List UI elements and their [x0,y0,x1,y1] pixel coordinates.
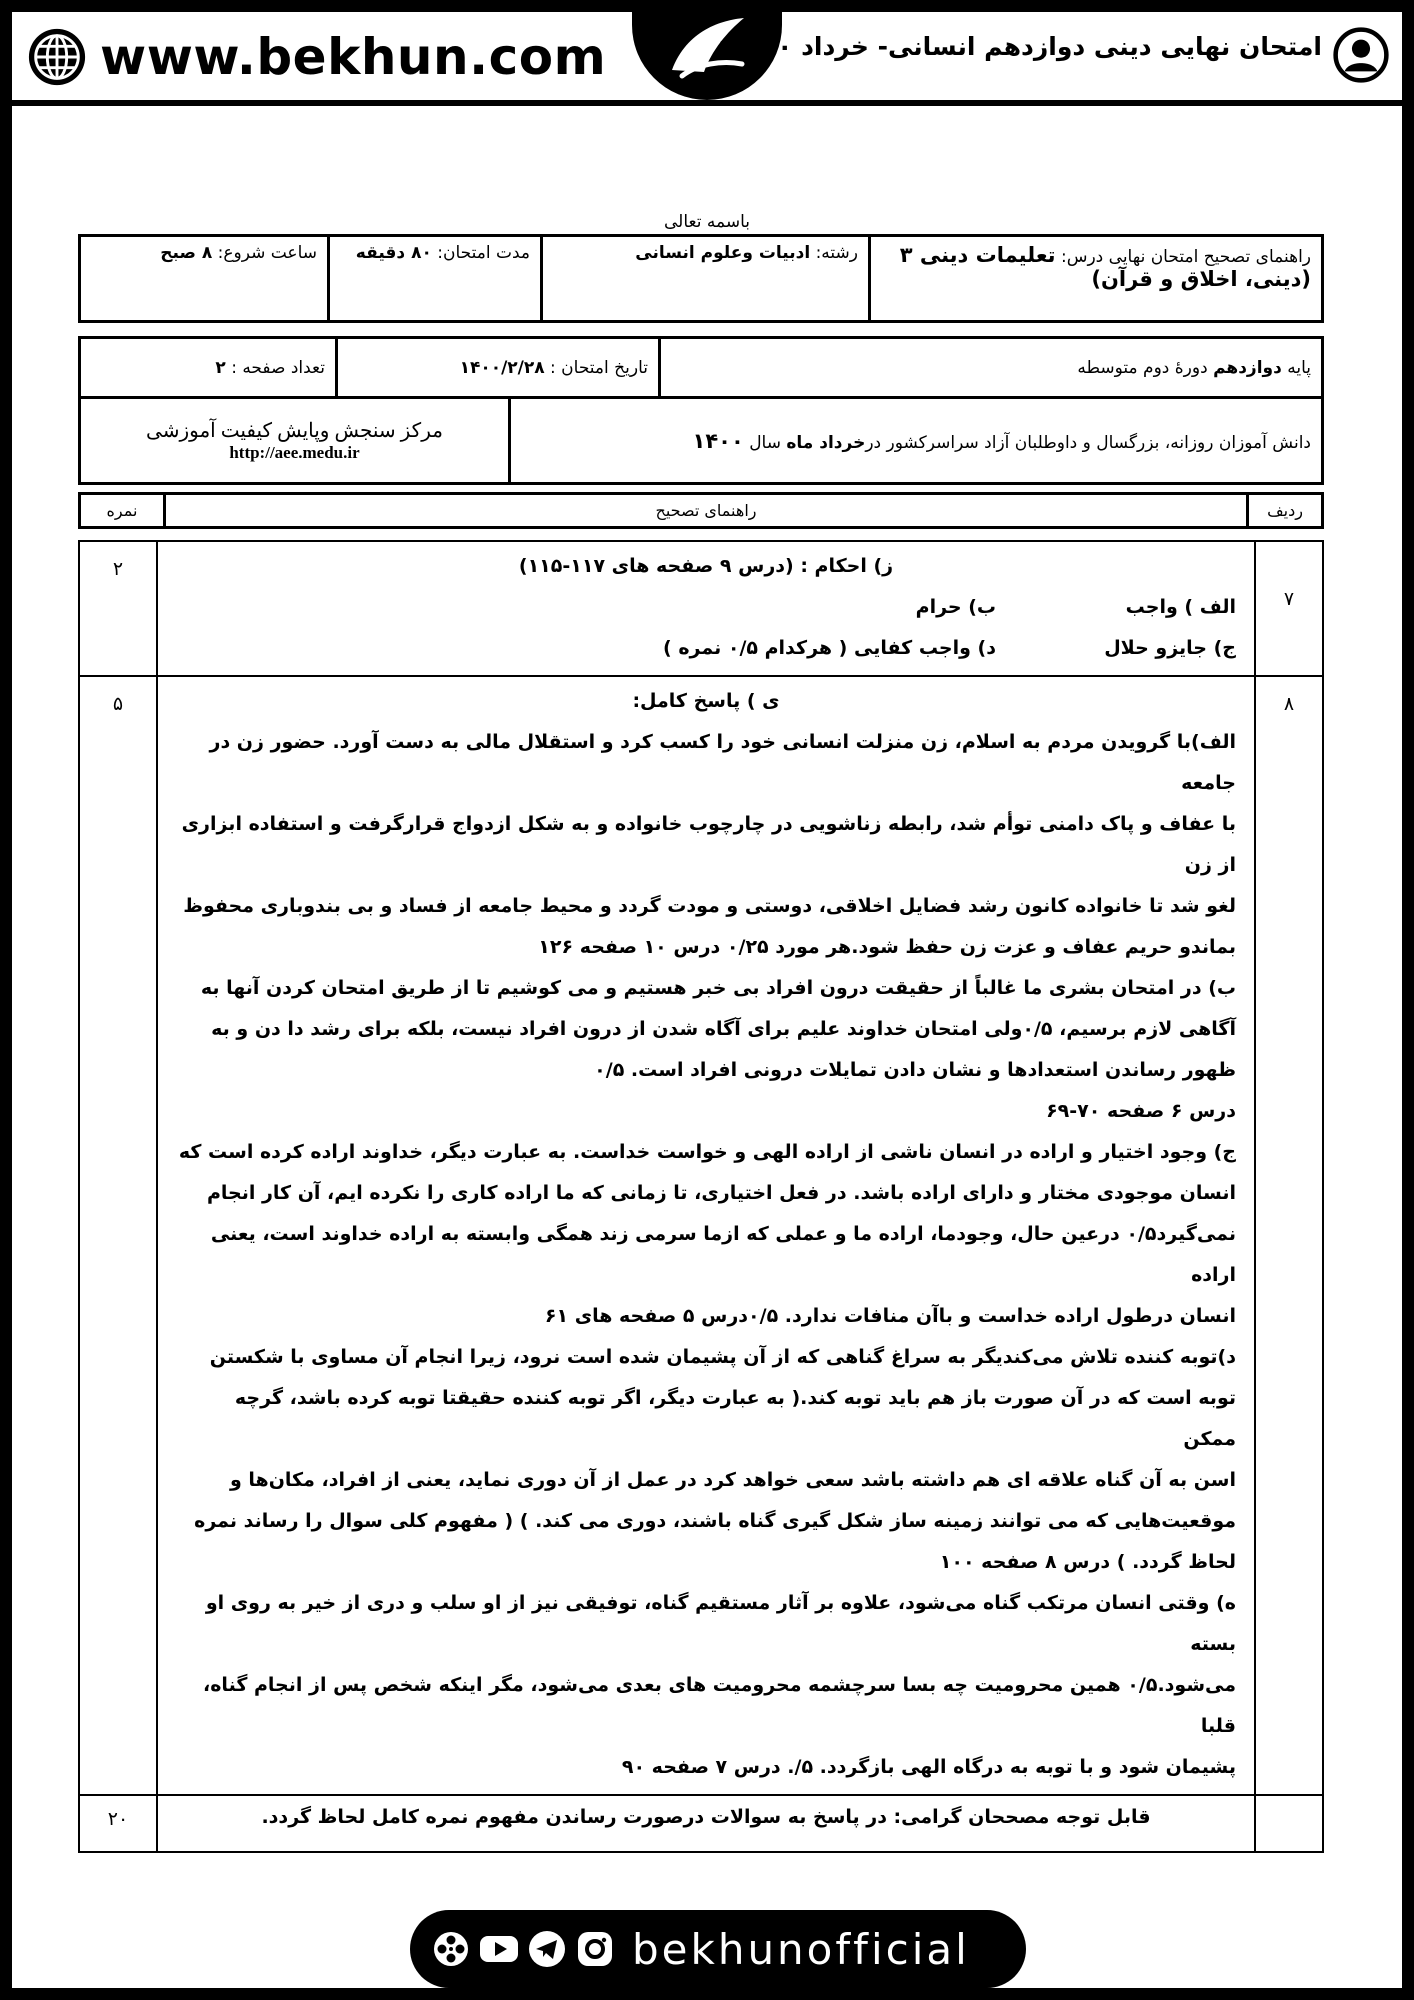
q8-line: ظهور رساندن استعدادها و نشان دادن تمایلات درونی افراد است. ۰/۵ [594,1059,1236,1081]
q7-title: ز) احکام : (درس ۹ صفحه های ۱۱۷-۱۱۵) [518,555,894,577]
q7-choice-d: د) واجب کفایی ( هرکدام ۰/۵ نمره ) [663,637,996,659]
q8-line: پشیمان شود و با توبه به درگاه الهی بازگردد. ۵/. درس ۷ صفحه ۹۰ [621,1756,1236,1778]
duration-value: ۸۰ دقیقه [355,243,432,263]
q8-line: اسن به آن گناه علاقه ای هم داشته باشد سعی خواهد کرد در عمل از آن دوری نماید، یعنی از افراد، مکان‌ها و [229,1469,1236,1491]
q8-line: انسان درطول اراده خداست و باآن منافات ندارد. ۰/۵درس ۵ صفحه های ۶۱ [544,1305,1236,1327]
site-url: www.bekhun.com [100,28,607,86]
total-score: ۲۰ [79,1795,157,1852]
social-icons [430,1928,622,1970]
q8-line: با عفاف و پاک دامنی توأم شد، رابطه زناشویی در چارچوب خانواده و به شکل ازدواج قرارگرفت و استفاده ابزاری از زن [181,813,1236,876]
date-value: ۱۴۰۰/۲/۲۸ [459,357,545,378]
user-icon [1332,26,1390,84]
pages-cell [80,338,337,398]
center-url[interactable]: http://aee.medu.ir [229,443,360,462]
q7-choice-b: ب) حرام [915,596,996,618]
q8-line: ج) وجود اختیار و اراده در انسان ناشی از اراده الهی و خواست خداست. به عبارت دیگر، خداوند اراده کرده است که [178,1141,1236,1163]
pages-label: تعداد صفحه : [231,357,325,378]
pages-value: ۲ [215,357,226,378]
answers-table [78,540,1324,1853]
row-number: ۷ [1255,541,1323,676]
date-label: تاریخ امتحان : [550,357,648,378]
answer-cell [157,676,1255,1795]
total-row [79,1795,1323,1852]
q8-line: لغو شد تا خانواده کانون رشد فضایل اخلاقی، دوستی و مودت گردد و محیط جامعه از فساد و بی بندوباری محفوظ [183,895,1236,917]
q8-line: د)توبه کننده تلاش می‌کندیگر به سراغ گناهی که از آن پشیمان شده است نرود، زیرا انجام آن مساوی با شکستن [209,1346,1236,1368]
aparat-icon[interactable] [430,1928,472,1970]
score: ۲ [79,541,157,676]
table-row [79,541,1323,676]
students-year-label: سال [749,432,781,453]
score-header: نمره [80,494,165,528]
q7-choice-c: ج) جایزو حلال [1104,637,1236,659]
course-sub: (دینی، اخلاق و قرآن) [1091,267,1311,291]
q8-line: ب) در امتحان بشری ما غالباً از حقیقت درون افراد بی خبر هستیم و می کوشیم تا از طریق امتحان کردن آنها به [200,977,1236,999]
start-time-cell [80,236,329,322]
grade-cell [660,338,1323,398]
students-month: خرداد ماه [786,432,866,453]
course-cell [870,236,1323,322]
exam-info-table-2 [78,336,1324,399]
q8-line: نمی‌گیرد۰/۵ درعین حال، وجودما، اراده ما و عملی که ازما سرمی زند همگی وابسته به اراده خداوند است، یعنی اراده [210,1223,1236,1286]
grade-bold: دوازدهم [1213,357,1282,378]
start-value: ۸ صبح [160,243,213,263]
telegram-icon[interactable] [526,1928,568,1970]
q8-line: بماندو حریم عفاف و عزت زن حفظ شود.هر مورد ۰/۲۵ درس ۱۰ صفحه ۱۲۶ [538,936,1236,958]
exam-title: امتحان نهایی دینی دوازدهم انسانی- خرداد ۱۴۰۰ [731,32,1322,61]
field-label: رشته: [815,243,858,263]
row-header: ردیف [1248,494,1323,528]
instagram-icon[interactable] [574,1928,616,1970]
course-name: تعلیمات دینی ۳ [899,243,1056,267]
students-cell [510,398,1323,484]
answer-cell [157,541,1255,676]
total-note: قابل توجه مصححان گرامی: در پاسخ به سوالات درصورت رساندن مفهوم نمره کامل لحاظ گردد. [157,1795,1255,1852]
basmala: باسمه تعالی [664,212,750,232]
q8-line: موقعیت‌هایی که می توانند زمینه ساز شکل گیری گناه باشند، دوری می کند. ) ( مفهوم کلی سوال را رساند نمره [194,1510,1236,1532]
guide-prefix: راهنمای تصحیح امتحان نهایی درس: [1060,247,1311,267]
q7-choices-2 [176,628,1236,669]
students-text: دانش آموزان روزانه، بزرگسال و داوطلبان آزاد سراسرکشور در [865,432,1311,453]
q8-line: می‌شود.۰/۵ همین محرومیت چه بسا سرچشمه محرومیت های بعدی می‌شود، مگر اینکه شخص پس از انجام گناه، قلبا [203,1674,1236,1737]
globe-icon [26,26,88,88]
q8-line: ه) وقتی انسان مرتکب گناه می‌شود، علاوه بر آثار مستقیم گناه، توفیقی نیز از او سلب و دری از خیر به روی او بسته [205,1592,1236,1655]
table-row [79,676,1323,1795]
row-number-empty [1255,1795,1323,1852]
grade-prefix: پایه [1287,357,1311,378]
grade-suffix: دورهٔ دوم متوسطه [1077,357,1208,378]
social-handle[interactable]: bekhunofficial [632,1924,970,1974]
duration-cell [329,236,542,322]
guide-header: راهنمای تصحیح [165,494,1248,528]
row-number: ۸ [1255,676,1323,1795]
social-footer [410,1910,1026,1988]
q7-choice-a: الف ) واجب [1125,596,1236,618]
duration-label: مدت امتحان: [437,243,530,263]
exam-info-table [78,234,1324,323]
score: ۵ [79,676,157,1795]
site-link[interactable] [26,22,606,92]
youtube-icon[interactable] [478,1928,520,1970]
date-cell [337,338,660,398]
answers-header [78,492,1324,529]
q8-line: لحاظ گردد. ) درس ۸ صفحه ۱۰۰ [939,1551,1236,1573]
exam-info-table-3 [78,396,1324,485]
field-value: ادبیات وعلوم انسانی [635,243,811,263]
center-cell [80,398,510,484]
q8-line: درس ۶ صفحه ۷۰-۶۹ [1046,1100,1236,1122]
q8-title: ی ) پاسخ کامل: [632,690,780,712]
field-cell [542,236,870,322]
q8-line: توبه است که در آن صورت باز هم باید توبه کند.( به عبارت دیگر، اگر توبه کننده حقیقتا توبه کرده باشد، گرچه ممکن [234,1387,1236,1450]
header-band [12,12,1402,106]
students-year: ۱۴۰۰ [692,428,744,453]
start-label: ساعت شروع: [217,243,317,263]
center-name: مرکز سنجش وپایش کیفیت آموزشی [146,420,443,442]
q7-choices-1 [176,587,1236,628]
q8-line: الف)با گرویدن مردم به اسلام، زن منزلت انسانی خود را کسب کرد و استقلال مالی به دست آورد. حضور زن در جامعه [209,731,1236,794]
q8-line: انسان موجودی مختار و دارای اراده باشد. در فعل اختیاری، تا زمانی که ما اراده کاری را نکرده ایم، آن کار انجام [206,1182,1236,1204]
q8-line: آگاهی لازم برسیم، ۰/۵ولی امتحان خداوند علیم برای آگاه شدن از درون افراد نیست، بلکه برای رشد دا دن و به [211,1018,1236,1040]
